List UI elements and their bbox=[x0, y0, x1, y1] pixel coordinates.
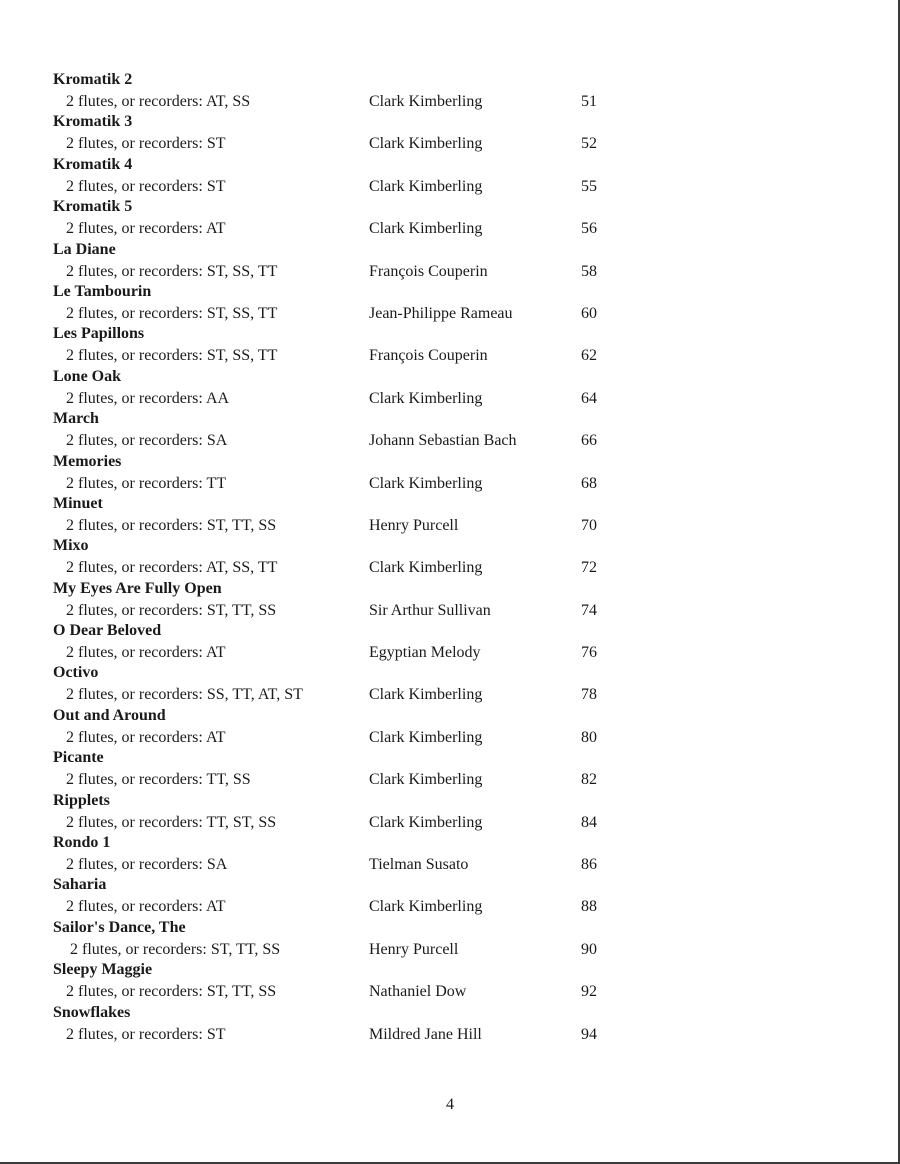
entry-composer: Clark Kimberling bbox=[369, 177, 483, 195]
entry-instrumentation: 2 flutes, or recorders: ST, TT, SS bbox=[66, 983, 277, 1001]
entry-title: Les Papillons bbox=[53, 325, 145, 343]
entry-page-number: 92 bbox=[581, 983, 597, 1001]
entry-composer: Jean-Philippe Rameau bbox=[369, 304, 513, 322]
entry-instrumentation: 2 flutes, or recorders: ST bbox=[66, 1025, 226, 1043]
toc-entry bbox=[53, 197, 673, 239]
toc-entry bbox=[53, 494, 673, 536]
entry-page-number: 76 bbox=[581, 644, 597, 662]
entry-details bbox=[53, 896, 673, 917]
entry-instrumentation: 2 flutes, or recorders: AA bbox=[66, 389, 230, 407]
entry-instrumentation: 2 flutes, or recorders: AT bbox=[66, 728, 226, 746]
entry-composer: François Couperin bbox=[369, 262, 488, 280]
entry-title: Mixo bbox=[53, 537, 89, 555]
entry-page-number: 56 bbox=[581, 220, 597, 238]
entry-instrumentation: 2 flutes, or recorders: TT, SS bbox=[66, 771, 251, 789]
entry-title: Kromatik 4 bbox=[53, 155, 133, 173]
toc-entry bbox=[53, 240, 673, 282]
entry-composer: Clark Kimberling bbox=[369, 389, 483, 407]
toc-entry bbox=[53, 918, 673, 960]
entry-details bbox=[53, 388, 673, 409]
entry-details bbox=[53, 91, 673, 112]
entry-instrumentation: 2 flutes, or recorders: ST, TT, SS bbox=[66, 601, 277, 619]
toc-entry bbox=[53, 663, 673, 705]
entry-page-number: 70 bbox=[581, 516, 597, 534]
entry-instrumentation: 2 flutes, or recorders: AT, SS, TT bbox=[66, 559, 278, 577]
entry-instrumentation: 2 flutes, or recorders: AT, SS bbox=[66, 93, 251, 110]
entry-title: Kromatik 2 bbox=[53, 71, 133, 88]
toc-entry bbox=[53, 833, 673, 875]
entry-composer: Clark Kimberling bbox=[369, 728, 483, 746]
entry-composer: Clark Kimberling bbox=[369, 135, 483, 153]
entry-page-number: 94 bbox=[581, 1025, 597, 1043]
entry-page-number: 90 bbox=[581, 940, 597, 958]
entry-page-number: 66 bbox=[581, 432, 597, 450]
entry-title: My Eyes Are Fully Open bbox=[53, 579, 222, 597]
entry-title: Picante bbox=[53, 749, 104, 767]
entry-details bbox=[53, 176, 673, 197]
entry-details bbox=[53, 1024, 673, 1045]
entry-title: La Diane bbox=[53, 240, 116, 258]
entry-details bbox=[53, 515, 673, 536]
entry-composer: Clark Kimberling bbox=[369, 771, 483, 789]
entry-title: Rondo 1 bbox=[53, 834, 111, 852]
entry-instrumentation: 2 flutes, or recorders: SS, TT, AT, ST bbox=[66, 686, 303, 704]
entry-composer: Johann Sebastian Bach bbox=[369, 432, 517, 450]
entry-page-number: 51 bbox=[581, 93, 597, 110]
entry-details bbox=[53, 303, 673, 324]
entry-title: Le Tambourin bbox=[53, 282, 152, 300]
entry-instrumentation: 2 flutes, or recorders: ST, SS, TT bbox=[66, 262, 278, 280]
toc-entry bbox=[53, 579, 673, 621]
toc-entry bbox=[53, 621, 673, 663]
entry-page-number: 64 bbox=[581, 389, 597, 407]
entry-details bbox=[53, 218, 673, 239]
entry-composer: Nathaniel Dow bbox=[369, 983, 467, 1001]
entry-instrumentation: 2 flutes, or recorders: ST bbox=[66, 135, 226, 153]
entry-details bbox=[53, 642, 673, 663]
entry-title: Saharia bbox=[53, 876, 107, 894]
entry-composer: Henry Purcell bbox=[369, 940, 459, 958]
entry-composer: Clark Kimberling bbox=[369, 813, 483, 831]
toc-entry bbox=[53, 409, 673, 451]
entry-title: Memories bbox=[53, 452, 122, 470]
toc-entry bbox=[53, 536, 673, 578]
entry-details bbox=[53, 939, 673, 960]
entry-title: Sleepy Maggie bbox=[53, 961, 153, 979]
entry-instrumentation: 2 flutes, or recorders: SA bbox=[66, 856, 228, 874]
entry-page-number: 78 bbox=[581, 686, 597, 704]
entry-details bbox=[53, 981, 673, 1002]
entry-details bbox=[53, 727, 673, 748]
entry-page-number: 74 bbox=[581, 601, 597, 619]
entry-composer: Clark Kimberling bbox=[369, 898, 483, 916]
entry-composer: Clark Kimberling bbox=[369, 93, 483, 110]
entry-page-number: 86 bbox=[581, 856, 597, 874]
entry-details bbox=[53, 812, 673, 833]
entry-details bbox=[53, 261, 673, 282]
entry-details bbox=[53, 345, 673, 366]
entry-title: Ripplets bbox=[53, 791, 110, 809]
entry-page-number: 62 bbox=[581, 347, 597, 365]
toc-entry bbox=[53, 791, 673, 833]
entry-title: Lone Oak bbox=[53, 367, 122, 385]
entry-instrumentation: 2 flutes, or recorders: TT, ST, SS bbox=[66, 813, 277, 831]
entry-details bbox=[53, 430, 673, 451]
toc-entry bbox=[53, 70, 673, 112]
entry-title: Kromatik 3 bbox=[53, 113, 133, 131]
entry-composer: François Couperin bbox=[369, 347, 488, 365]
entry-composer: Clark Kimberling bbox=[369, 220, 483, 238]
entry-title: Snowflakes bbox=[53, 1003, 131, 1021]
entry-instrumentation: 2 flutes, or recorders: AT bbox=[66, 644, 226, 662]
toc-entry bbox=[53, 282, 673, 324]
entry-instrumentation: 2 flutes, or recorders: ST, TT, SS bbox=[70, 940, 281, 958]
toc-entry bbox=[53, 112, 673, 154]
toc-entry bbox=[53, 748, 673, 790]
entry-page-number: 72 bbox=[581, 559, 597, 577]
toc-entry bbox=[53, 367, 673, 409]
entry-title: O Dear Beloved bbox=[53, 622, 162, 640]
entry-composer: Egyptian Melody bbox=[369, 644, 481, 662]
entry-page-number: 55 bbox=[581, 177, 597, 195]
entry-composer: Mildred Jane Hill bbox=[369, 1025, 482, 1043]
entry-details bbox=[53, 133, 673, 154]
entry-instrumentation: 2 flutes, or recorders: AT bbox=[66, 220, 226, 238]
entry-title: Kromatik 5 bbox=[53, 198, 133, 216]
entry-instrumentation: 2 flutes, or recorders: SA bbox=[66, 432, 228, 450]
entry-composer: Clark Kimberling bbox=[369, 686, 483, 704]
entry-page-number: 84 bbox=[581, 813, 597, 831]
entry-instrumentation: 2 flutes, or recorders: ST, SS, TT bbox=[66, 304, 278, 322]
entry-title: Octivo bbox=[53, 664, 99, 682]
entry-instrumentation: 2 flutes, or recorders: AT bbox=[66, 898, 226, 916]
entry-instrumentation: 2 flutes, or recorders: ST, TT, SS bbox=[66, 516, 277, 534]
entry-title: Sailor's Dance, The bbox=[53, 918, 186, 936]
toc-entry bbox=[53, 960, 673, 1002]
toc-entry bbox=[53, 875, 673, 917]
entry-instrumentation: 2 flutes, or recorders: TT bbox=[66, 474, 227, 492]
entry-composer: Henry Purcell bbox=[369, 516, 459, 534]
entry-title: March bbox=[53, 410, 99, 428]
entry-details bbox=[53, 557, 673, 578]
entry-instrumentation: 2 flutes, or recorders: ST bbox=[66, 177, 226, 195]
toc-entry bbox=[53, 324, 673, 366]
entry-title: Out and Around bbox=[53, 706, 166, 724]
page-number: 4 bbox=[446, 1096, 454, 1113]
entry-instrumentation: 2 flutes, or recorders: ST, SS, TT bbox=[66, 347, 278, 365]
entry-page-number: 82 bbox=[581, 771, 597, 789]
entry-page-number: 60 bbox=[581, 304, 597, 322]
entry-composer: Clark Kimberling bbox=[369, 559, 483, 577]
entry-title: Minuet bbox=[53, 494, 103, 512]
entry-details bbox=[53, 600, 673, 621]
table-of-contents bbox=[53, 70, 673, 1045]
entry-details bbox=[53, 473, 673, 494]
entry-details bbox=[53, 769, 673, 790]
toc-entry bbox=[53, 452, 673, 494]
entry-details bbox=[53, 854, 673, 875]
entry-page-number: 88 bbox=[581, 898, 597, 916]
toc-entry bbox=[53, 706, 673, 748]
entry-page-number: 52 bbox=[581, 135, 597, 153]
entry-composer: Sir Arthur Sullivan bbox=[369, 601, 491, 619]
entry-composer: Clark Kimberling bbox=[369, 474, 483, 492]
entry-page-number: 80 bbox=[581, 728, 597, 746]
toc-entry bbox=[53, 155, 673, 197]
toc-entry bbox=[53, 1003, 673, 1045]
entry-page-number: 58 bbox=[581, 262, 597, 280]
entry-details bbox=[53, 684, 673, 705]
entry-composer: Tielman Susato bbox=[369, 856, 469, 874]
entry-page-number: 68 bbox=[581, 474, 597, 492]
